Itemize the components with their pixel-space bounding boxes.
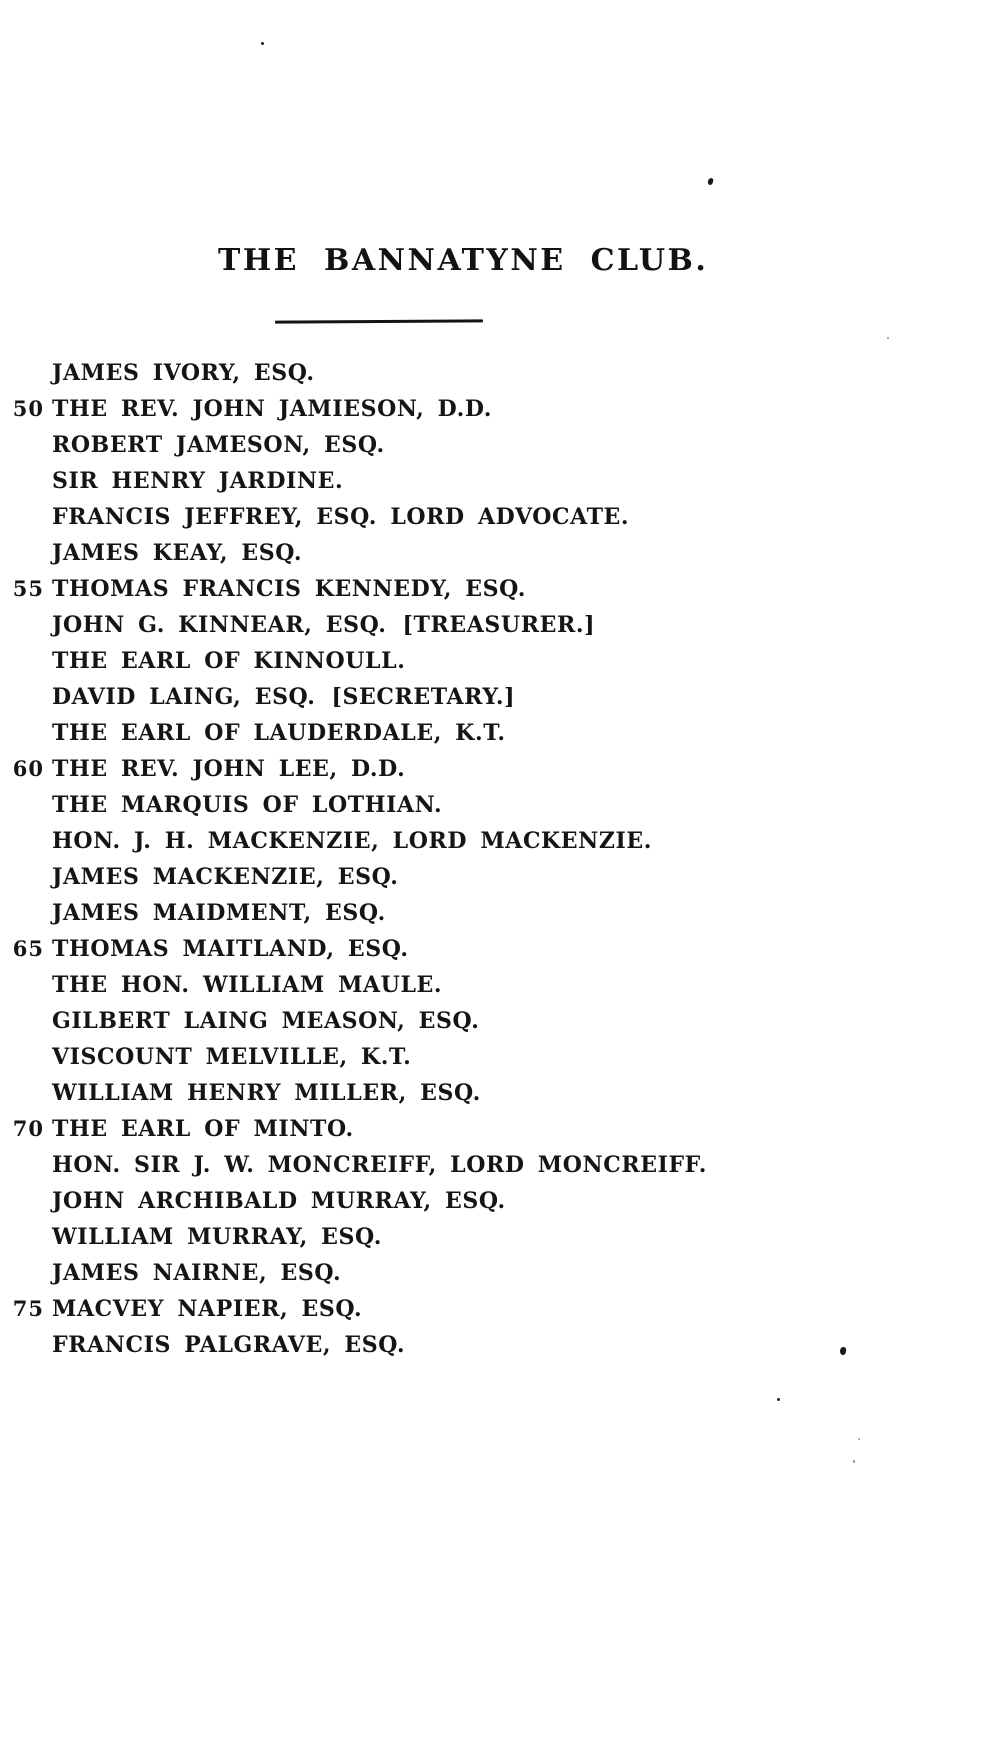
- member-name: WILLIAM HENRY MILLER, ESQ.: [52, 1080, 481, 1106]
- member-row: [0, 1183, 1000, 1219]
- member-name: ROBERT JAMESON, ESQ.: [52, 432, 385, 458]
- member-name: THE EARL OF LAUDERDALE, K.T.: [52, 720, 506, 746]
- member-name: SIR HENRY JARDINE.: [52, 468, 344, 494]
- member-number: 65: [12, 936, 44, 961]
- member-row: [0, 751, 1000, 787]
- member-office: [TREASURER.]: [402, 612, 596, 638]
- member-row: [0, 1291, 1000, 1327]
- member-row: [0, 787, 1000, 823]
- member-name: THE EARL OF KINNOULL.: [52, 648, 406, 674]
- member-row: [0, 1111, 1000, 1147]
- member-row: [0, 1075, 1000, 1111]
- member-name: JAMES IVORY, ESQ.: [52, 360, 315, 386]
- page-title: THE BANNATYNE CLUB.: [218, 243, 709, 278]
- member-name: THE EARL OF MINTO.: [52, 1116, 354, 1142]
- member-row: [0, 823, 1000, 859]
- member-name: VISCOUNT MELVILLE, K.T.: [52, 1044, 412, 1070]
- member-row: [0, 427, 1000, 463]
- member-name: FRANCIS PALGRAVE, ESQ.: [52, 1332, 406, 1358]
- member-number: 60: [12, 756, 44, 781]
- ink-speck: [853, 1460, 855, 1463]
- member-row: [0, 1327, 1000, 1363]
- member-office: [SECRETARY.]: [331, 684, 516, 710]
- member-name: DAVID LAING, ESQ.: [52, 684, 316, 710]
- member-name: THOMAS MAITLAND, ESQ.: [52, 936, 409, 962]
- ink-speck: [858, 1438, 860, 1440]
- member-name: THOMAS FRANCIS KENNEDY, ESQ.: [52, 576, 527, 602]
- member-row: [0, 895, 1000, 931]
- member-name: GILBERT LAING MEASON, ESQ.: [52, 1008, 480, 1034]
- member-row: [0, 643, 1000, 679]
- member-row: [0, 391, 1000, 427]
- member-row: [0, 967, 1000, 1003]
- member-name: HON. SIR J. W. MONCREIFF, LORD MONCREIFF.: [52, 1152, 707, 1178]
- title-divider: [275, 319, 483, 323]
- member-row: [0, 715, 1000, 751]
- member-number: 55: [12, 576, 44, 601]
- ink-speck: [707, 177, 714, 185]
- member-row: [0, 571, 1000, 607]
- member-row: [0, 679, 1000, 715]
- member-name: JOHN G. KINNEAR, ESQ.: [52, 612, 387, 638]
- member-name: THE HON. WILLIAM MAULE.: [52, 972, 443, 998]
- member-row: [0, 499, 1000, 535]
- member-number: 50: [12, 396, 44, 421]
- member-row: [0, 535, 1000, 571]
- member-name: JAMES KEAY, ESQ.: [52, 540, 303, 566]
- member-list: [0, 355, 1000, 1363]
- member-number: 75: [12, 1296, 44, 1321]
- member-name: WILLIAM MURRAY, ESQ.: [52, 1224, 382, 1250]
- member-name: JAMES MACKENZIE, ESQ.: [52, 864, 399, 890]
- ink-speck: [887, 337, 889, 339]
- member-name: THE MARQUIS OF LOTHIAN.: [52, 792, 443, 818]
- member-number: 70: [12, 1116, 44, 1141]
- member-row: [0, 607, 1000, 643]
- member-row: [0, 1219, 1000, 1255]
- member-row: [0, 931, 1000, 967]
- member-name: HON. J. H. MACKENZIE, LORD MACKENZIE.: [52, 828, 653, 854]
- member-row: [0, 1255, 1000, 1291]
- member-row: [0, 1039, 1000, 1075]
- member-name: MACVEY NAPIER, ESQ.: [52, 1296, 363, 1322]
- ink-speck: [261, 42, 264, 45]
- member-row: [0, 1147, 1000, 1183]
- member-row: [0, 859, 1000, 895]
- member-name: JAMES NAIRNE, ESQ.: [52, 1260, 342, 1286]
- member-name: FRANCIS JEFFREY, ESQ. LORD ADVOCATE.: [52, 504, 630, 530]
- member-row: [0, 463, 1000, 499]
- member-row: [0, 355, 1000, 391]
- member-name: JAMES MAIDMENT, ESQ.: [52, 900, 386, 926]
- member-row: [0, 1003, 1000, 1039]
- member-name: JOHN ARCHIBALD MURRAY, ESQ.: [52, 1188, 506, 1214]
- member-name: THE REV. JOHN LEE, D.D.: [52, 756, 406, 782]
- ink-speck: [777, 1398, 780, 1401]
- member-name: THE REV. JOHN JAMIESON, D.D.: [52, 396, 492, 422]
